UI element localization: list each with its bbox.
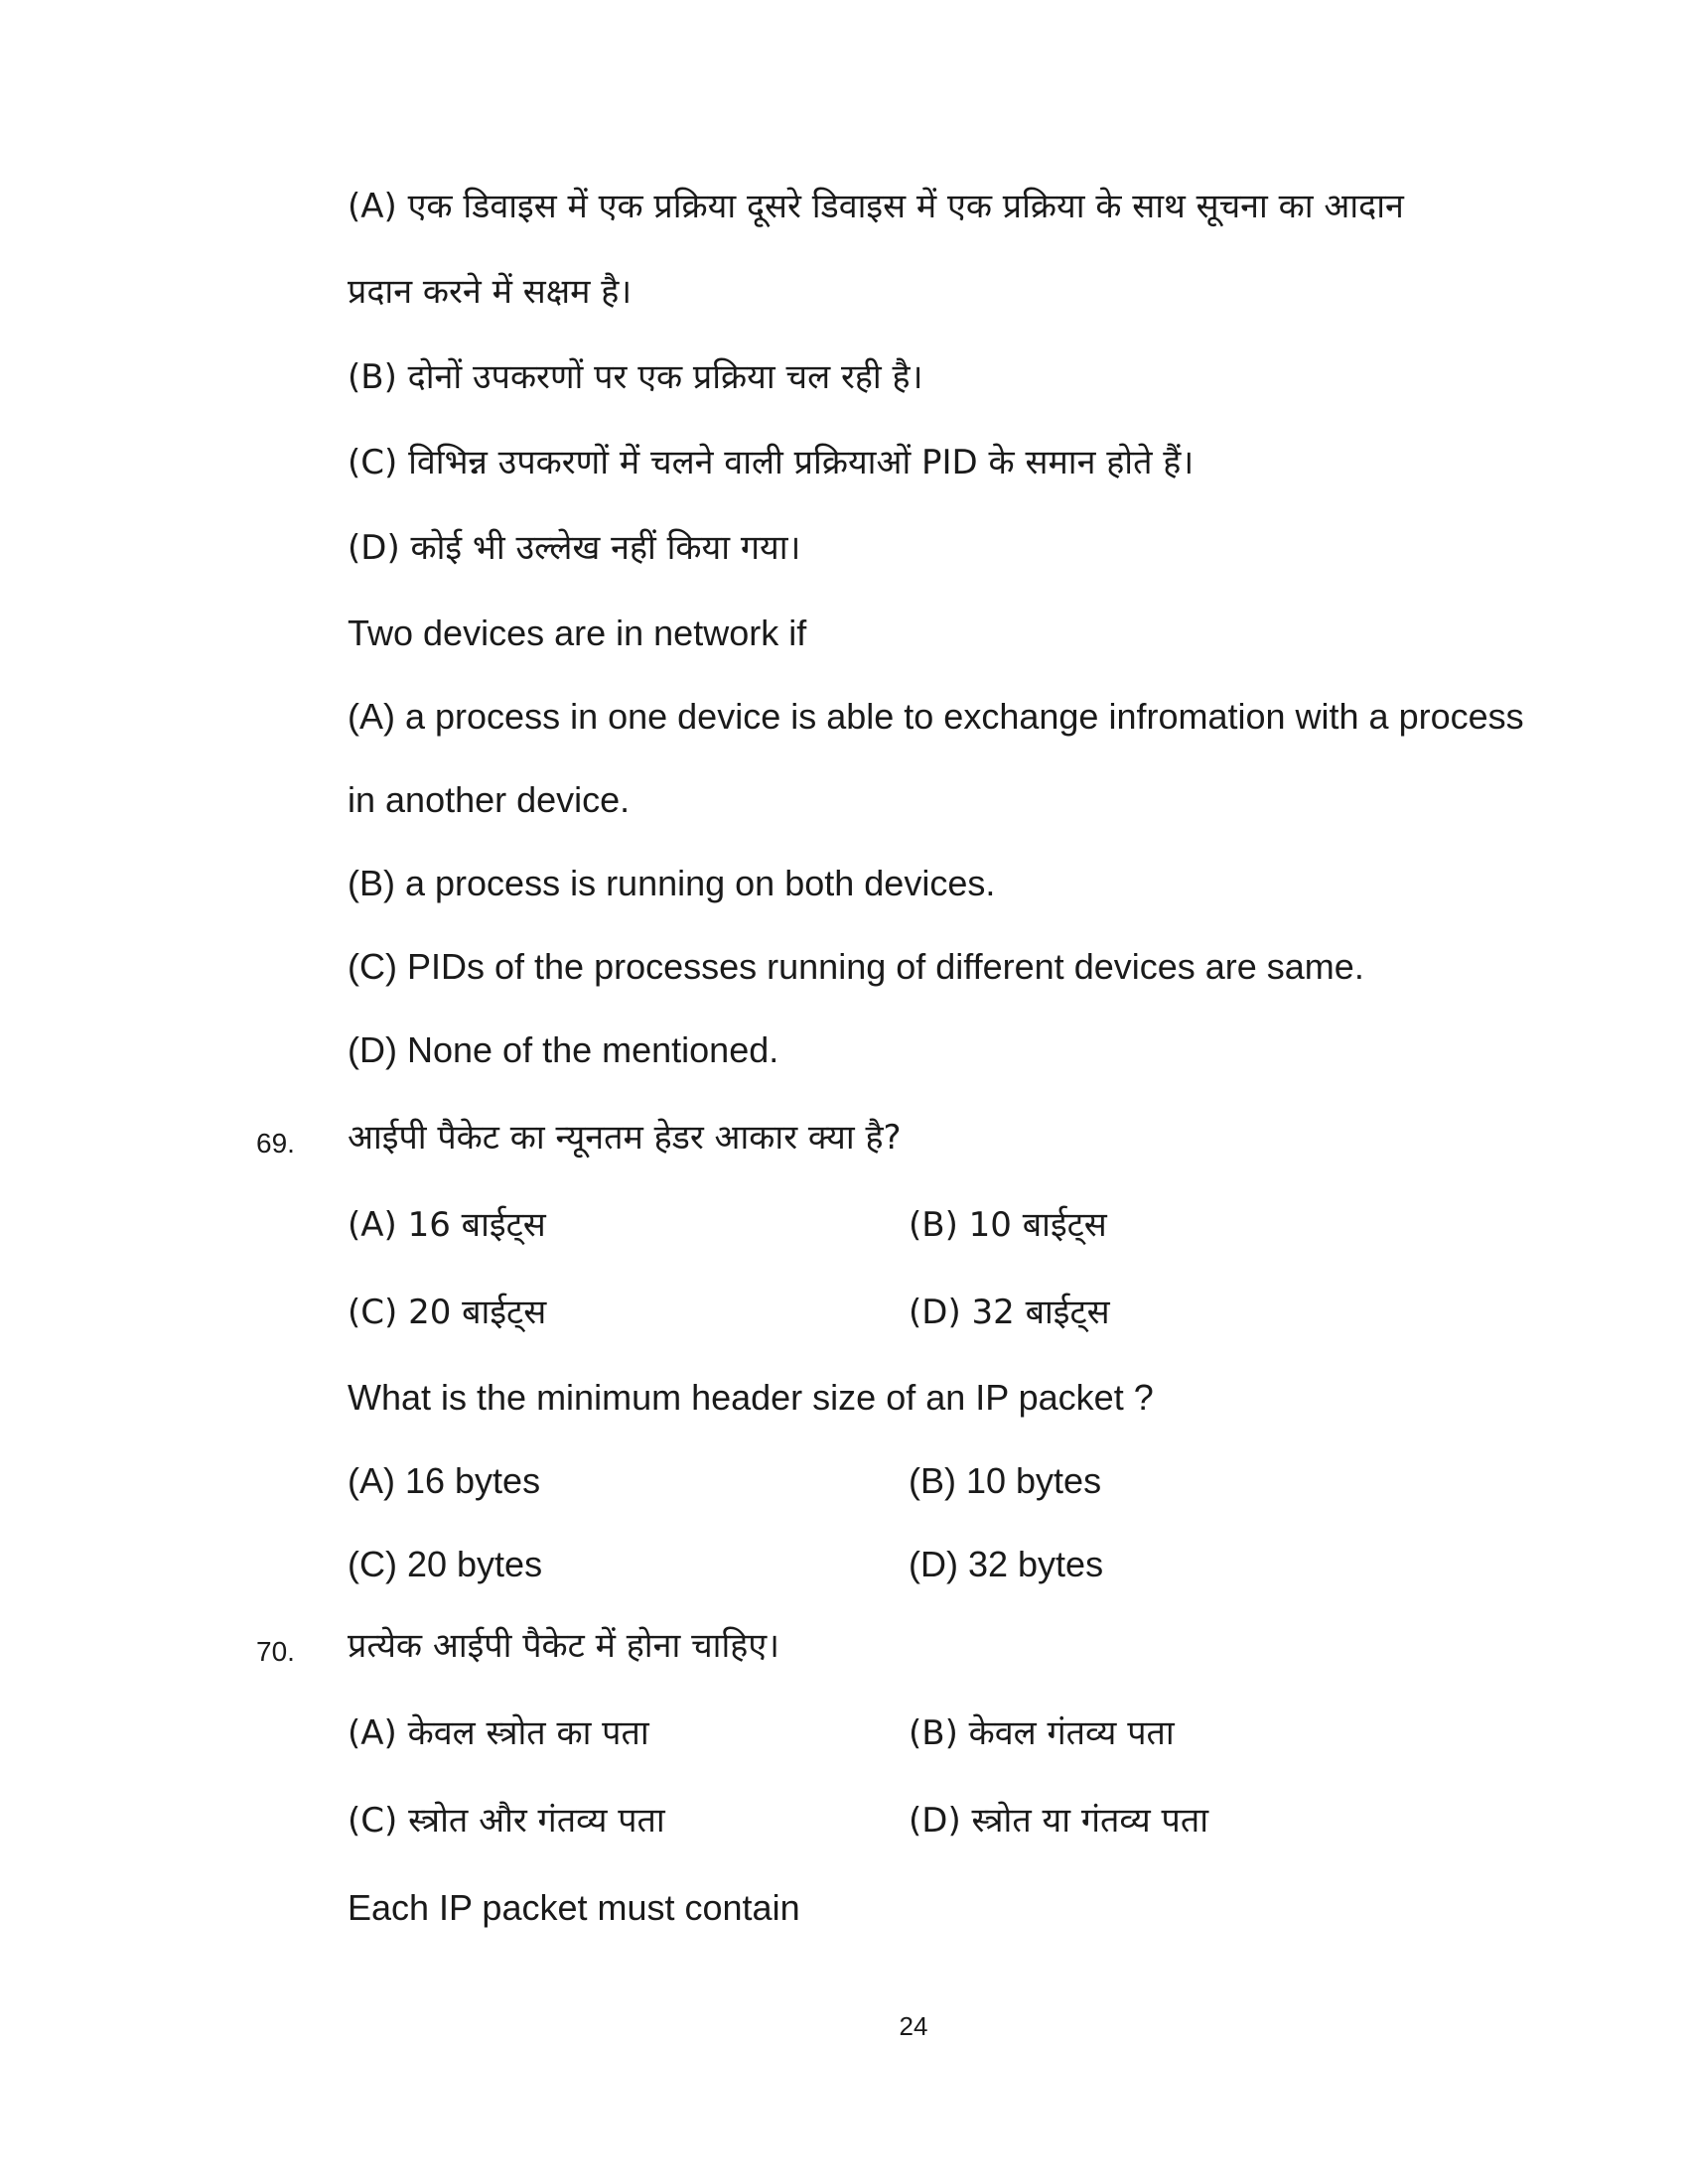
q69-hi-option-a: (A) 16 बाईट्स: [348, 1205, 546, 1245]
q69-hi-options-row1: [348, 1203, 1107, 1247]
q68-hi-option-a-line1: (A) एक डिवाइस में एक प्रक्रिया दूसरे डिवाइस में एक प्रक्रिया के साथ सूचना का आदान: [348, 187, 1404, 226]
q70-hi-option-a: (A) केवल स्त्रोत का पता: [348, 1713, 649, 1753]
q68-en-option-d: (D) None of the mentioned.: [348, 1029, 779, 1070]
q68-en-question: Two devices are in network if: [348, 613, 807, 653]
q70-en-question: Each IP packet must contain: [348, 1887, 800, 1928]
q69-en-options-row1: [348, 1459, 1102, 1503]
q68-en-option-c: (C) PIDs of the processes running of different devices are same.: [348, 946, 1364, 987]
q69-en-option-c: (C) 20 bytes: [348, 1544, 543, 1584]
q70-hi-options-row1: [348, 1711, 1175, 1755]
q69-number: 69.: [256, 1128, 295, 1159]
q68-hi-option-d: (D) कोई भी उल्लेख नहीं किया गया।: [348, 528, 801, 568]
q69-en-question: What is the minimum header size of an IP packet ?: [348, 1377, 1154, 1418]
q70-hi-question: प्रत्येक आईपी पैकेट में होना चाहिए।: [348, 1626, 780, 1666]
q68-en-option-b: (B) a process is running on both devices.: [348, 863, 996, 903]
q69-en-options-row2: [348, 1543, 1104, 1586]
q69-en-option-a: (A) 16 bytes: [348, 1460, 541, 1501]
q69-hi-option-c: (C) 20 बाईट्स: [348, 1293, 547, 1332]
q68-en-option-a-line1: (A) a process in one device is able to exchange infromation with a process: [348, 696, 1524, 737]
q69-hi-options-row2: [348, 1291, 1110, 1334]
q69-hi-option-b: (B) 10 बाईट्स: [909, 1205, 1107, 1245]
q68-hi-option-c: (C) विभिन्न उपकरणों में चलने वाली प्रक्रियाओं PID के समान होते हैं।: [348, 443, 1195, 482]
q70-hi-option-d: (D) स्त्रोत या गंतव्य पता: [909, 1801, 1209, 1841]
q70-hi-option-b: (B) केवल गंतव्य पता: [909, 1713, 1175, 1753]
q68-en-option-a-line2: in another device.: [348, 779, 631, 820]
q69-hi-question: आईपी पैकेट का न्यूनतम हेडर आकार क्या है?: [348, 1118, 902, 1158]
q69-hi-option-d: (D) 32 बाईट्स: [909, 1293, 1110, 1332]
q70-number: 70.: [256, 1636, 295, 1667]
q70-hi-options-row2: [348, 1799, 1209, 1843]
q70-hi-option-c: (C) स्त्रोत और गंतव्य पता: [348, 1801, 665, 1841]
q68-hi-option-b: (B) दोनों उपकरणों पर एक प्रक्रिया चल रही है।: [348, 357, 923, 397]
q69-en-option-b: (B) 10 bytes: [909, 1460, 1102, 1501]
q69-en-option-d: (D) 32 bytes: [909, 1544, 1104, 1584]
q68-hi-option-a-line2: प्रदान करने में सक्षम है।: [348, 272, 633, 312]
page-number: 24: [899, 2011, 928, 2041]
